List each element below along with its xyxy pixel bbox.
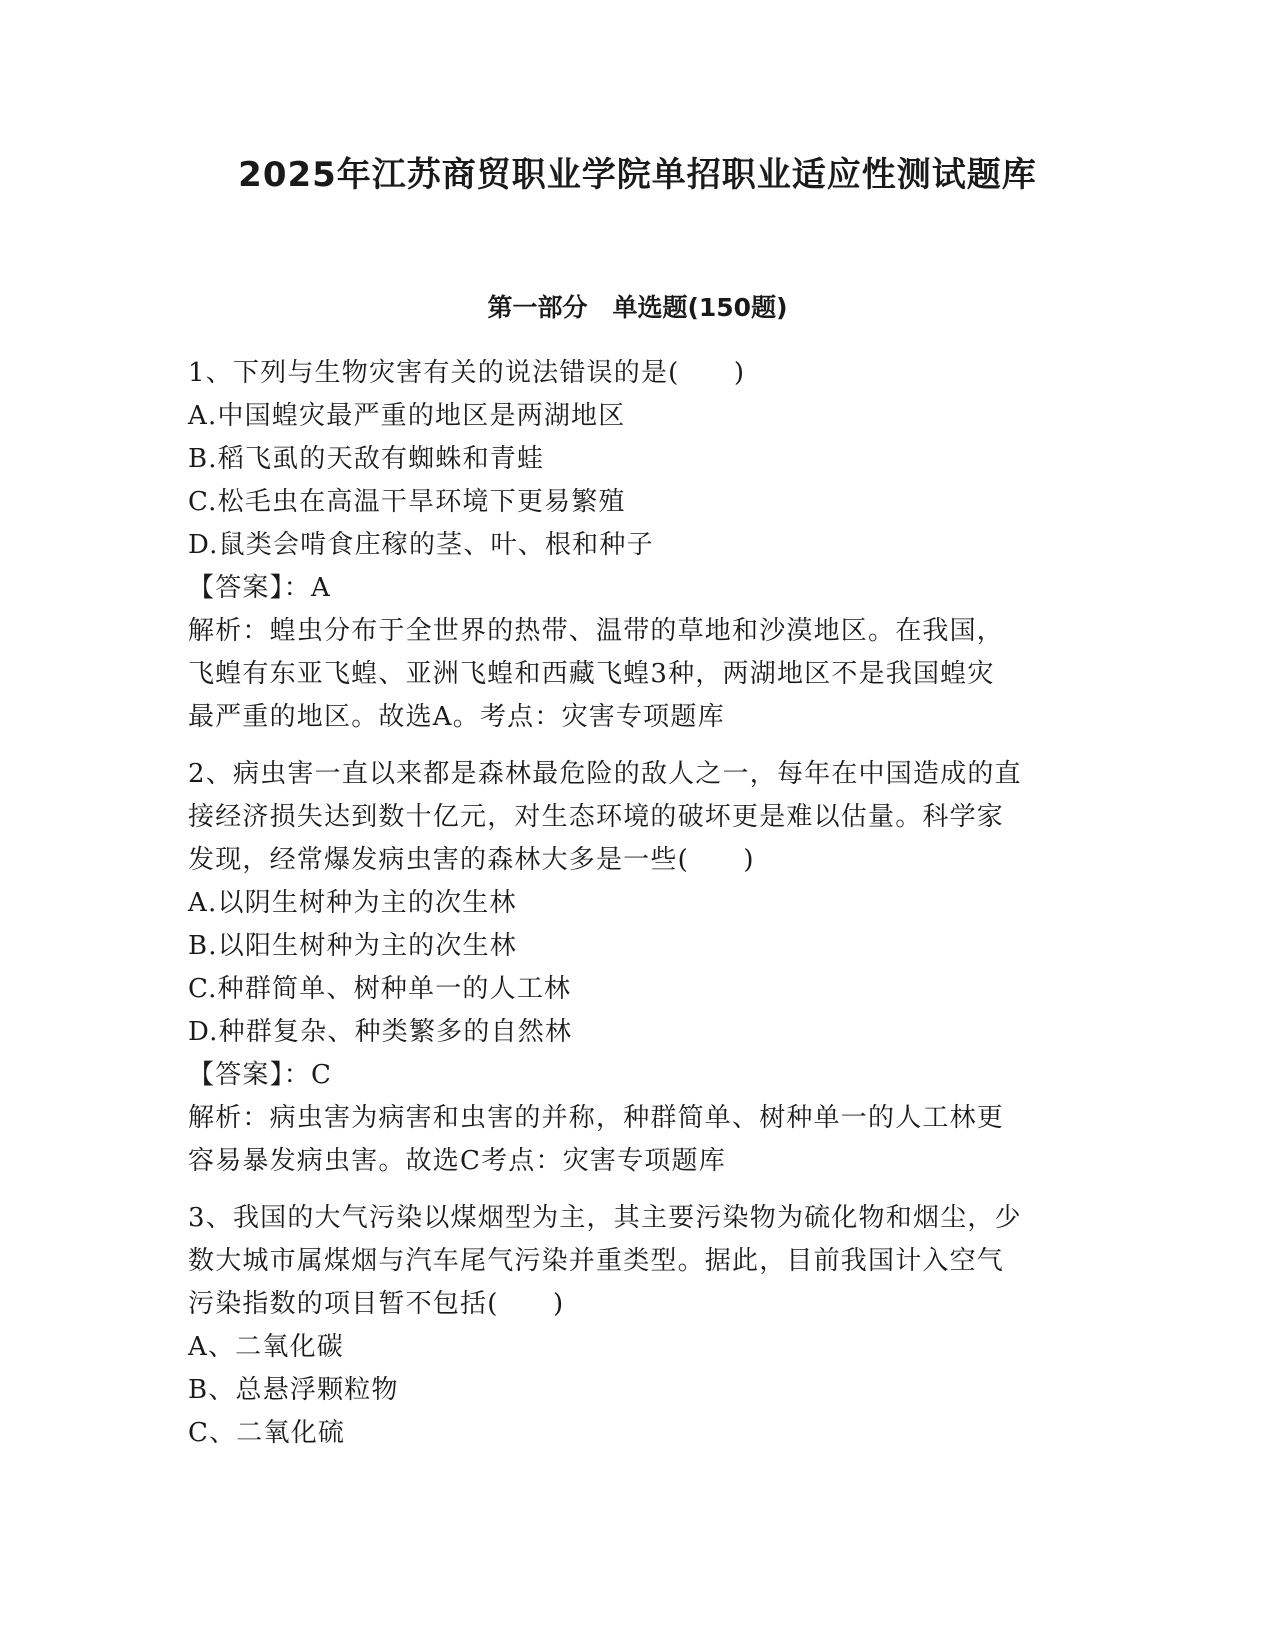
option-a: A、二氧化碳 (188, 1332, 344, 1362)
option-a: A.中国蝗灾最严重的地区是两湖地区 (188, 401, 626, 431)
answer-line: 【答案】：A (188, 573, 331, 603)
analysis-line: 最严重的地区。故选A。考点：灾害专项题库 (188, 702, 725, 732)
analysis-line: 飞蝗有东亚飞蝗、亚洲飞蝗和西藏飞蝗3种，两湖地区不是我国蝗灾 (188, 659, 995, 689)
question-list (188, 352, 1088, 1469)
option-d: D.种群复杂、种类繁多的自然林 (188, 1017, 573, 1047)
document-title: 2025年江苏商贸职业学院单招职业适应性测试题库 (238, 155, 1037, 195)
option-d: D.鼠类会啃食庄稼的茎、叶、根和种子 (188, 530, 654, 560)
option-c: C.松毛虫在高温干旱环境下更易繁殖 (188, 487, 626, 517)
section-title: 第一部分 单选题(150题) (487, 293, 788, 322)
option-b: B、总悬浮颗粒物 (188, 1375, 399, 1405)
option-c: C、二氧化硫 (188, 1418, 346, 1448)
question-stem: 2、病虫害一直以来都是森林最危险的敌人之一，每年在中国造成的直 (188, 759, 1022, 789)
analysis-line: 容易暴发病虫害。故选C考点：灾害专项题库 (188, 1146, 726, 1176)
answer-line: 【答案】：C (188, 1060, 333, 1090)
question-stem: 1、下列与生物灾害有关的说法错误的是( ) (188, 358, 746, 388)
analysis-line: 解析：蝗虫分布于全世界的热带、温带的草地和沙漠地区。在我国， (188, 616, 1005, 646)
analysis-line: 解析：病虫害为病害和虫害的并称，种群简单、树种单一的人工林更 (188, 1103, 1005, 1133)
question-stem: 接经济损失达到数十亿元，对生态环境的破坏更是难以估量。科学家 (188, 802, 1005, 832)
option-b: B.以阳生树种为主的次生林 (188, 931, 517, 961)
question-stem: 数大城市属煤烟与汽车尾气污染并重类型。据此，目前我国计入空气 (188, 1246, 1005, 1276)
option-c: C.种群简单、树种单一的人工林 (188, 974, 572, 1004)
question-stem: 污染指数的项目暂不包括( ) (188, 1289, 565, 1319)
option-a: A.以阴生树种为主的次生林 (188, 888, 517, 918)
question-stem: 发现，经常爆发病虫害的森林大多是一些( ) (188, 845, 755, 875)
question-stem: 3、我国的大气污染以煤烟型为主，其主要污染物为硫化物和烟尘，少 (188, 1203, 1022, 1233)
question-3 (188, 1197, 1088, 1455)
option-b: B.稻飞虱的天敌有蜘蛛和青蛙 (188, 444, 545, 474)
question-2 (188, 753, 1088, 1183)
question-1 (188, 352, 1088, 739)
